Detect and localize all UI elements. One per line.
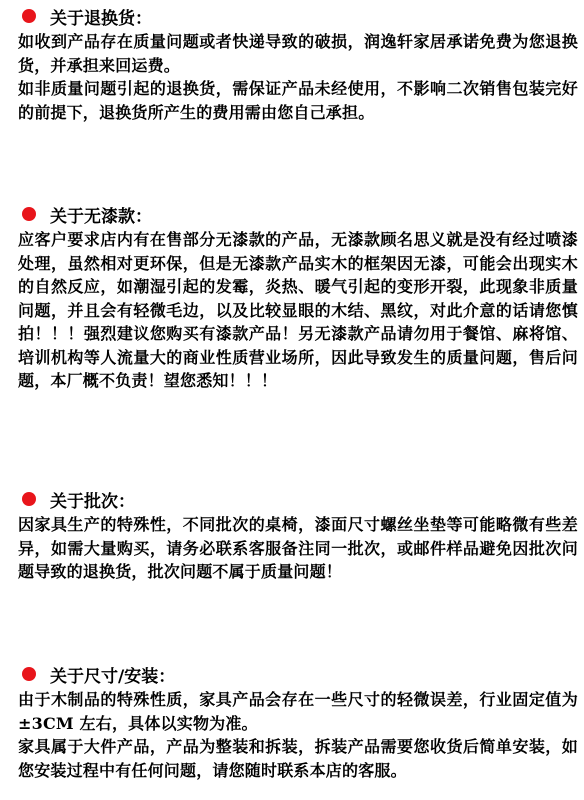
red-bullet-icon	[22, 9, 36, 23]
section-title: 关于退换货：	[50, 8, 152, 29]
section-paragraph: 家具属于大件产品，产品为整装和拆装，拆装产品需要您收货后简单安装，如您安装过程中有任何问题，请您随时联系本店的客服。	[18, 737, 578, 780]
section-unpainted	[18, 200, 578, 393]
red-bullet-icon	[22, 492, 36, 506]
section-paragraph: 因家具生产的特殊性，不同批次的桌椅，漆面尺寸螺丝坐垫等可能略微有些差异，如需大量购买，请务必联系客服备注同一批次，或邮件样品避免因批次问题导致的退换货，批次问题不属于质量问题！	[18, 515, 578, 581]
section-paragraph: 如非质量问题引起的退换货，需保证产品未经使用，不影响二次销售包装完好的前提下，退换货所产生的费用需由您自己承担。	[18, 79, 578, 122]
section-batch	[18, 485, 578, 584]
section-returns	[18, 2, 578, 124]
section-paragraph: 如收到产品存在质量问题或者快递导致的破损，润逸轩家居承诺免费为您退换货，并承担来回运费。	[18, 32, 578, 75]
section-heading	[22, 485, 578, 513]
red-bullet-icon	[22, 667, 36, 681]
section-paragraph: 由于木制品的特殊性质，家具产品会存在一些尺寸的轻微误差，行业固定值为±3CM 左右，具体以实物为准。	[18, 690, 578, 733]
section-heading	[22, 2, 578, 30]
red-bullet-icon	[22, 207, 36, 221]
section-title: 关于无漆款：	[50, 206, 152, 227]
section-title: 关于批次：	[50, 491, 135, 512]
section-title: 关于尺寸/安装：	[50, 666, 176, 687]
section-paragraph: 应客户要求店内有在售部分无漆款的产品，无漆款顾名思义就是没有经过喷漆处理，虽然相对更环保，但是无漆款产品实木的框架因无漆，可能会出现实木的自然反应，如潮湿引起的发霉，炎热、暖气引起的变形开裂，此现象非质量问题，并且会有轻微毛边，以及比较显眼的木结、黑纹，对此介意的话请您慎拍！！！强烈建议您购买有漆款产品！另无漆款产品请勿用于餐馆、麻将馆、培训机构等人流量大的商业性质营业场所，因此导致发生的质量问题，售后问题，本厂概不负责！望您悉知！！！	[18, 230, 578, 390]
section-size-installation	[18, 660, 578, 782]
section-heading	[22, 660, 578, 688]
section-heading	[22, 200, 578, 228]
